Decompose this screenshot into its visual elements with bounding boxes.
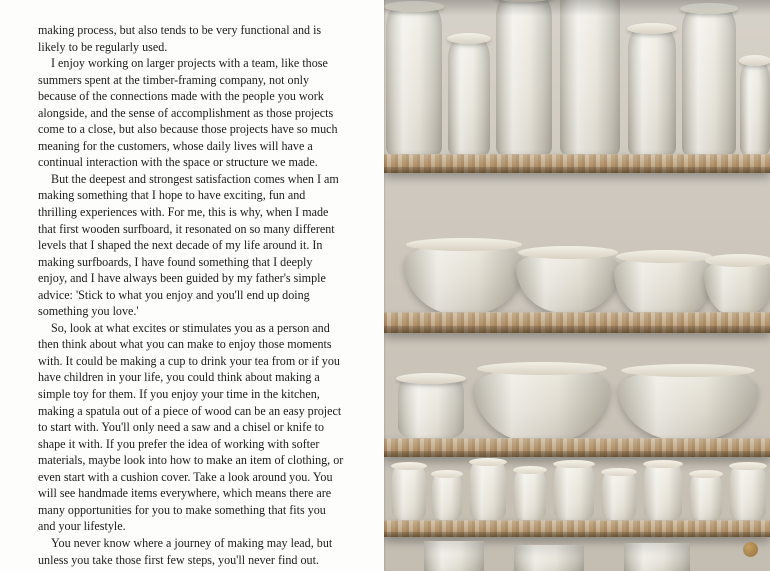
cup (392, 465, 426, 521)
pot (624, 543, 690, 571)
pot (682, 7, 736, 155)
shelf-front-edge (384, 167, 770, 173)
pot (424, 541, 484, 571)
paragraph: I enjoy working on larger projects with a team, like those summers spent at the timber-framing company, not only because of the connections made with the people you work alongside, and the sense of accomplishment as those projects come to a close, but also because those projects have so much meaning for the customers, whose daily lives will have a continual interaction with the space or structure we made. (38, 56, 338, 170)
shelf-plank (384, 154, 770, 173)
pot (496, 0, 552, 155)
pot (398, 377, 464, 439)
cup (554, 463, 594, 521)
pot (448, 37, 490, 155)
shelf-plank (384, 312, 770, 333)
pot (514, 545, 584, 571)
cup (730, 465, 766, 521)
pot (386, 5, 442, 155)
shelf-front-edge (384, 532, 770, 537)
cup (602, 471, 636, 521)
cup (432, 473, 462, 521)
shelf-plank (384, 520, 770, 537)
paragraph: But the deepest and strongest satisfaction comes when I am making something that I hope to have exciting, fun and thrilling experiences with. For me, this is why, when I made that first wooden surfboard, it resonated on so many different levels that I shaped the next decade of my life around it. In making surfboards, I have found something that I deeply enjoy, and I have always been guided by my father's simple advice: 'Stick to what you enjoy and you'll end up doing something you love.' (38, 171, 339, 319)
cup (690, 473, 722, 521)
right-photo-page (384, 0, 770, 571)
paragraph: making process, but also tends to be very functional and is likely to be regularly used. (38, 23, 322, 54)
paragraph: So, look at what excites or stimulates you as a person and then think about what you can make to enjoy those moments with. It could be making a cup to drink your tea from or if you have children in your life, you could think about making a simple toy for them. If you enjoy your time in the kitchen, making a spatula out of a piece of wood can be an easy project to start with. You'll only need a saw and a chisel or knife to shape it with. If you prefer the idea of working with softer materials, maybe look into how to make an item of clothing, or even start with a cushion cover. Take a look around you. You will see handmade items everywhere, which means there are many opportunities for you to make something that fits you and your lifestyle. (38, 320, 344, 534)
cup (644, 463, 682, 521)
shelf-front-edge (384, 326, 770, 333)
pottery-shelves-photo (384, 0, 770, 571)
paragraph: You never know where a journey of making may lead, but unless you take those first few steps, you'll never find out. (38, 535, 333, 567)
photo-top-shadow (384, 0, 770, 16)
shelf-plank (384, 438, 770, 457)
body-text (38, 22, 344, 568)
shelf-front-edge (384, 451, 770, 457)
cup (470, 461, 506, 521)
book-gutter (384, 0, 386, 571)
left-text-page (0, 0, 384, 571)
pot (628, 27, 676, 155)
page-corner-marker (743, 542, 758, 557)
cup (514, 469, 546, 521)
pot (560, 0, 620, 155)
pot (740, 59, 770, 155)
